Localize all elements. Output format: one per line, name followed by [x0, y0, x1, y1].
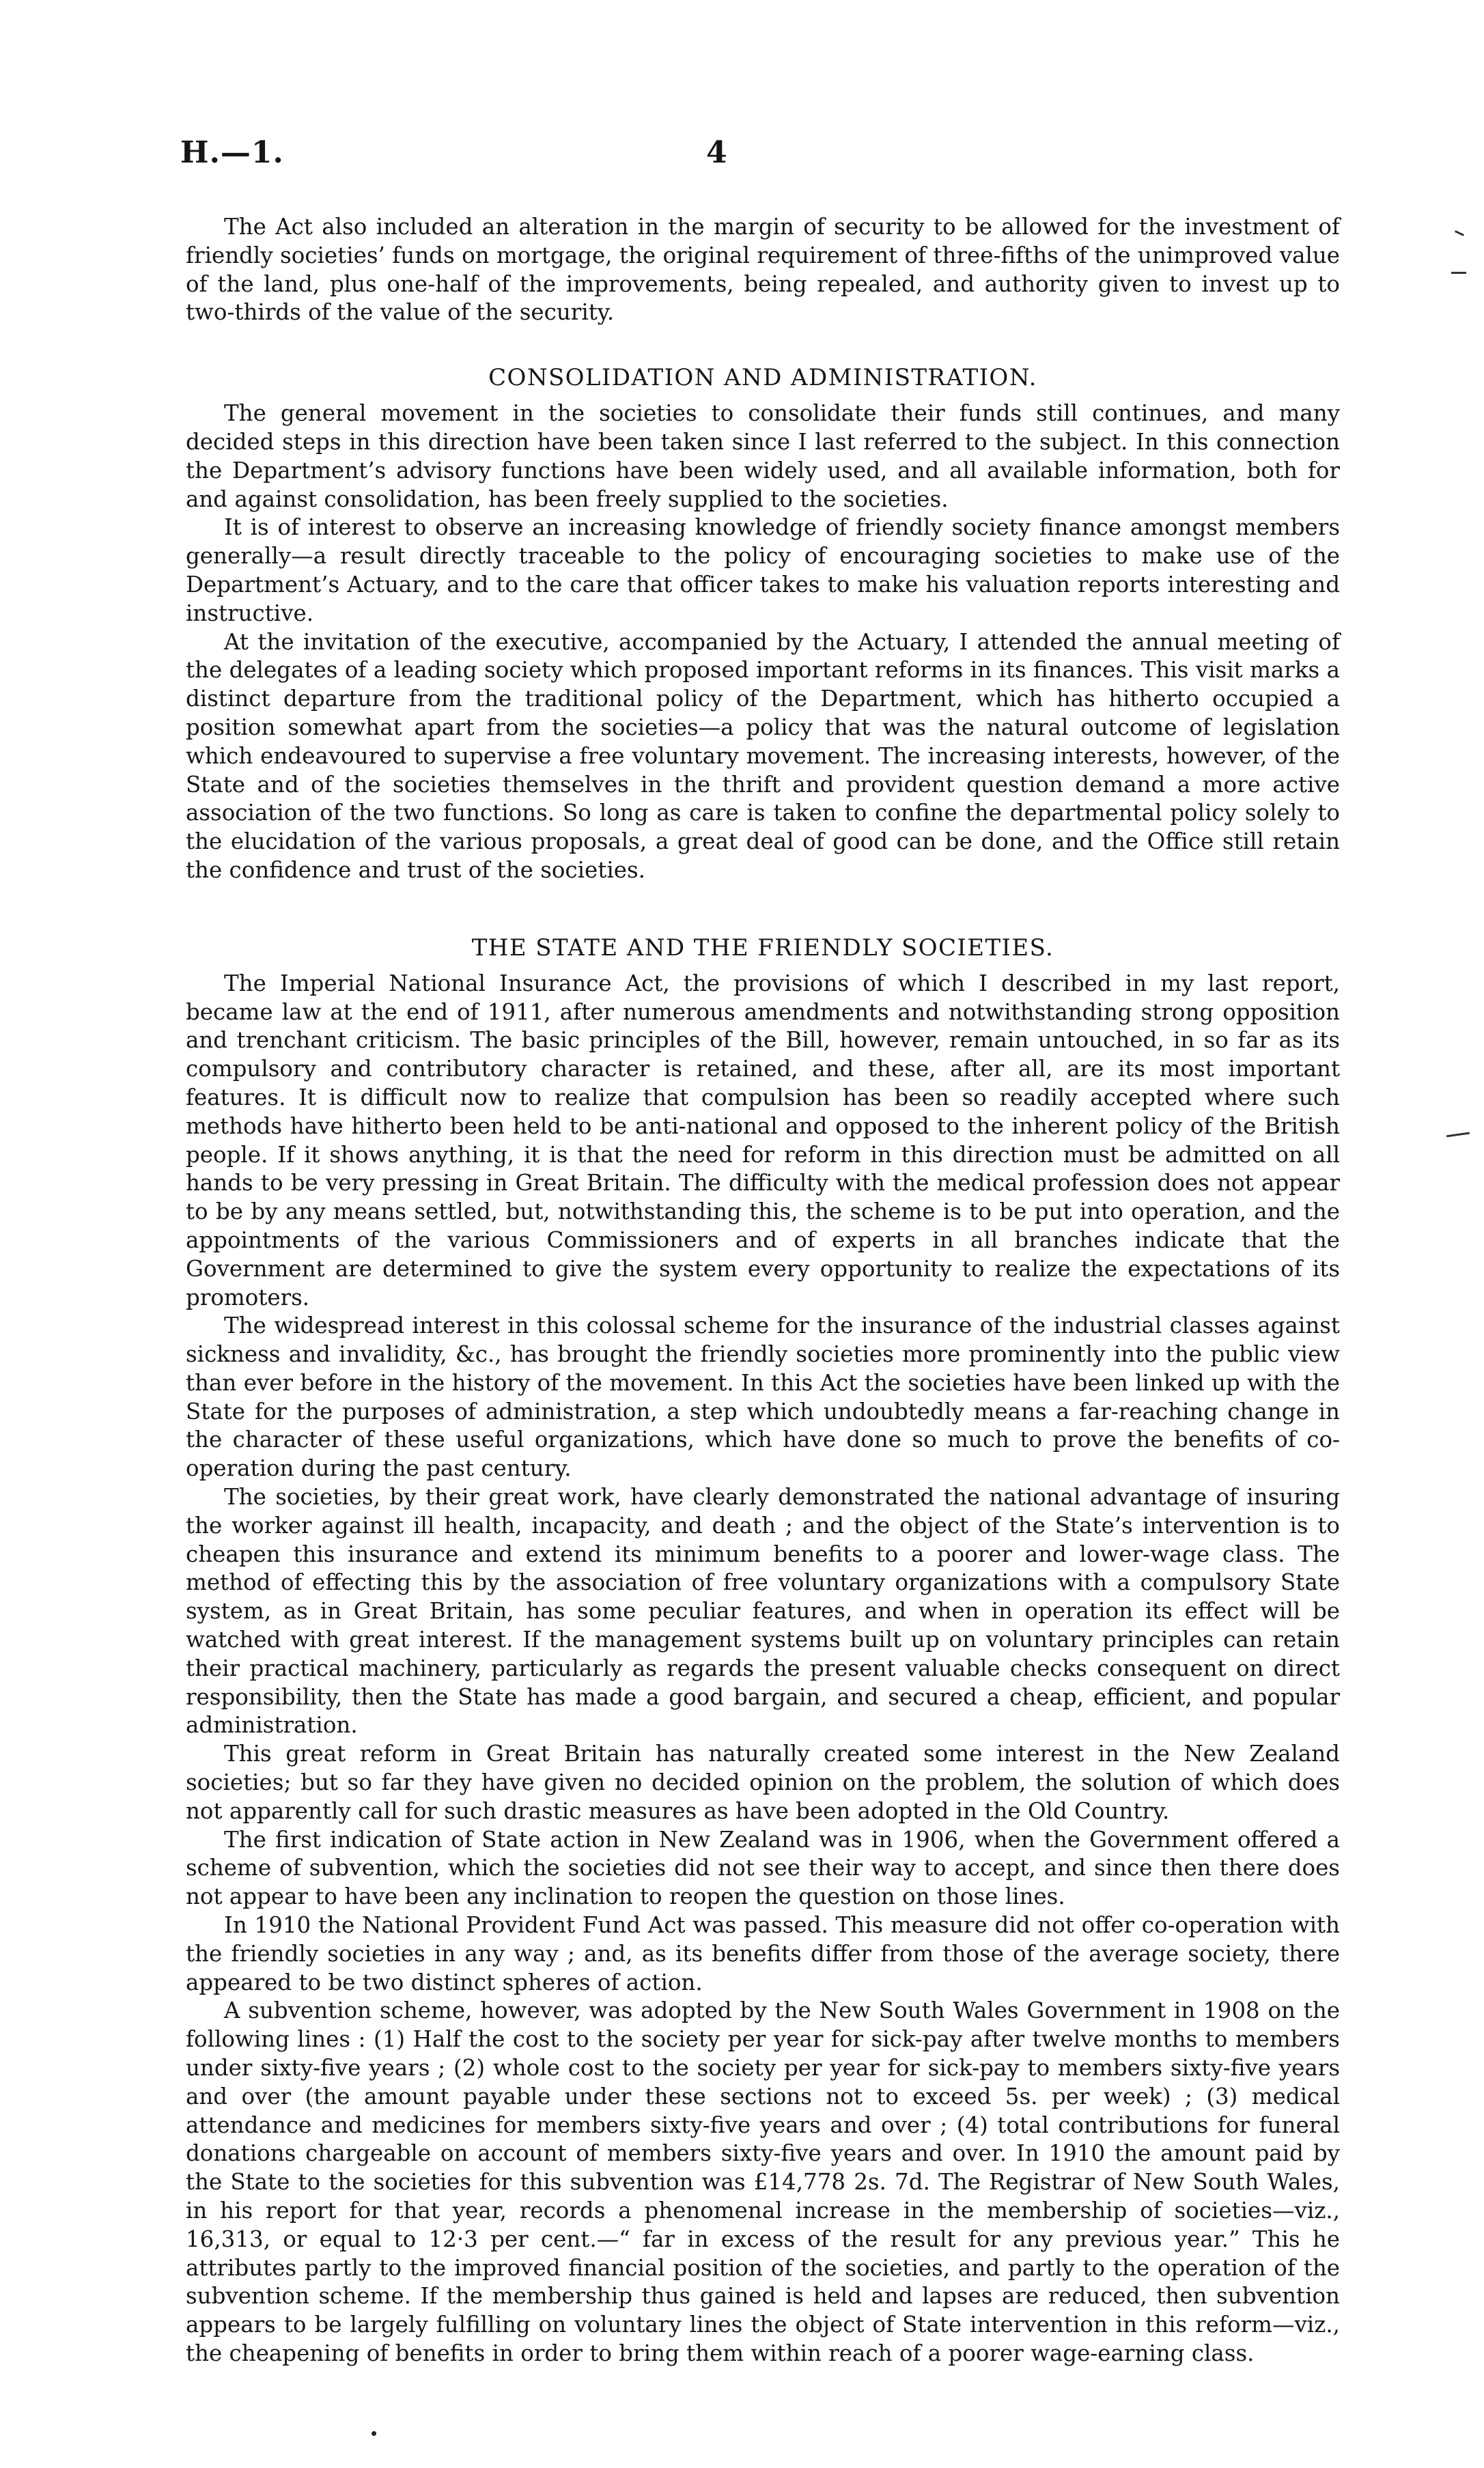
margin-dot — [372, 2431, 376, 2436]
paragraph: The societies, by their great work, have clearly demonstrated the national advantage of insuring the worker against ill health, incapacity, and death ; and the object of the State’s intervention is to cheapen this insurance and extend its minimum benefits to a poorer and lower-wage class. The method of effecting this by the association of free voluntary organizations with a compulsory State system, as in Great Britain, has some peculiar features, and when in operation its effect will be watched with great interest. If the management systems built up on voluntary principles can retain their practical machinery, particularly as regards the present valuable checks consequent on direct responsibility, then the State has made a good bargain, and secured a cheap, efficient, and popular administration. — [186, 1484, 1340, 1739]
paragraph: It is of interest to observe an increasing knowledge of friendly society finance amongst members generally—a result directly traceable to the policy of encouraging societies to make use of the Department’s Actuary, and to the care that officer takes to make his valuation reports interesting and instructive. — [186, 514, 1340, 626]
intro-paragraph: The Act also included an alteration in the margin of security to be allowed for the investment of friendly societies’ funds on mortgage, the original requirement of three-fifths of the unimproved value of the land, plus one-half of the improvements, being repealed, and authority given to invest up to two-thirds of the value of the security. — [186, 214, 1340, 326]
paragraph: In 1910 the National Provident Fund Act was passed. This measure did not offer co-operation with the friendly societies in any way ; and, as its benefits differ from those of the average society, there appeared to be two distinct spheres of action. — [186, 1912, 1340, 1995]
paragraph: The first indication of State action in New Zealand was in 1906, when the Government offered a scheme of subvention, which the societies did not see their way to accept, and since then there does not appear to have been any inclination to reopen the question on those lines. — [186, 1826, 1340, 1910]
page-number: 4 — [706, 135, 727, 170]
paragraph: The widespread interest in this colossal scheme for the insurance of the industrial classes against sickness and invalidity, &c., has brought the friendly societies more prominently into the public view than ever before in the history of the movement. In this Act the societies have been linked up with the State for the purposes of administration, a step which undoubtedly means a far-reaching change in the character of these useful organizations, which have done so much to prove the benefits of co-operation during the past century. — [186, 1313, 1340, 1482]
paragraph: The Imperial National Insurance Act, the provisions of which I described in my last report, became law at the end of 1911, after numerous amendments and notwithstanding strong opposition and trenchant criticism. The basic principles of the Bill, however, remain untouched, in so far as its compulsory and contributory character is retained, and these, after all, are its most important features. It is difficult now to realize that compulsion has been so readily accepted where such methods have hitherto been held to be anti-national and opposed to the inherent policy of the British people. If it shows anything, it is that the need for reform in this direction must be admitted on all hands to be very pressing in Great Britain. The difficulty with the medical profession does not appear to be by any means settled, but, notwithstanding this, the scheme is to be put into operation, and the appointments of the various Commissioners and of experts in all branches indicate that the Government are determined to give the system every opportunity to realize the expectations of its promoters. — [186, 970, 1340, 1310]
margin-mark — [1455, 230, 1464, 236]
paragraph: At the invitation of the executive, accompanied by the Actuary, I attended the annual meeting of the delegates of a leading society which proposed important reforms in its finances. This visit marks a distinct departure from the traditional policy of the Department, which has hitherto occupied a position somewhat apart from the societies—a policy that was the natural outcome of legislation which endeavoured to supervise a free voluntary movement. The increasing interests, however, of the State and of the societies themselves in the thrift and provident question demand a more active association of the two functions. So long as care is taken to confine the departmental policy solely to the elucidation of the various proposals, a great deal of good can be done, and the Office still retain the confidence and trust of the societies. — [186, 628, 1340, 883]
section-heading-state-friendly-societies: THE STATE AND THE FRIENDLY SOCIETIES. — [471, 934, 1054, 962]
page-header — [180, 135, 1328, 190]
margin-mark — [1451, 272, 1466, 274]
section-heading-consolidation: CONSOLIDATION AND ADMINISTRATION. — [488, 364, 1037, 392]
paragraph: A subvention scheme, however, was adopted by the New South Wales Government in 1908 on the following lines : (1) Half the cost to the society per year for sick-pay after twelve months to members under sixty-five years ; (2) whole cost to the society per year for sick-pay to members sixty-five years and over (the amount payable under these sections not to exceed 5s. per week) ; (3) medical attendance and medicines for members sixty-five years and over ; (4) total contributions for funeral donations chargeable on account of members sixty-five years and over. In 1910 the amount paid by the State to the societies for this subvention was £14,778 2s. 7d. The Registrar of New South Wales, in his report for that year, records a phenomenal increase in the membership of societies—viz., 16,313, or equal to 12·3 per cent.—“ far in excess of the result for any previous year.” This he attributes partly to the improved financial position of the societies, and partly to the operation of the subvention scheme. If the membership thus gained is held and lapses are reduced, then subvention appears to be largely fulfilling on voluntary lines the object of State intervention in this reform—viz., the cheapening of benefits in order to bring them within reach of a poorer wage-earning class. — [186, 1997, 1340, 2366]
document-body — [186, 213, 1340, 2368]
paragraph: The general movement in the societies to consolidate their funds still continues, and many decided steps in this direction have been taken since I last referred to the subject. In this connection the Department’s advisory functions have been widely used, and all available information, both for and against consolidation, has been freely supplied to the societies. — [186, 400, 1340, 512]
document-reference: H.—1. — [180, 135, 284, 170]
paragraph: This great reform in Great Britain has naturally created some interest in the New Zealand societies; but so far they have given no decided opinion on the problem, the solution of which does not apparently call for such drastic measures as have been adopted in the Old Country. — [186, 1741, 1340, 1824]
margin-mark — [1446, 1132, 1470, 1138]
